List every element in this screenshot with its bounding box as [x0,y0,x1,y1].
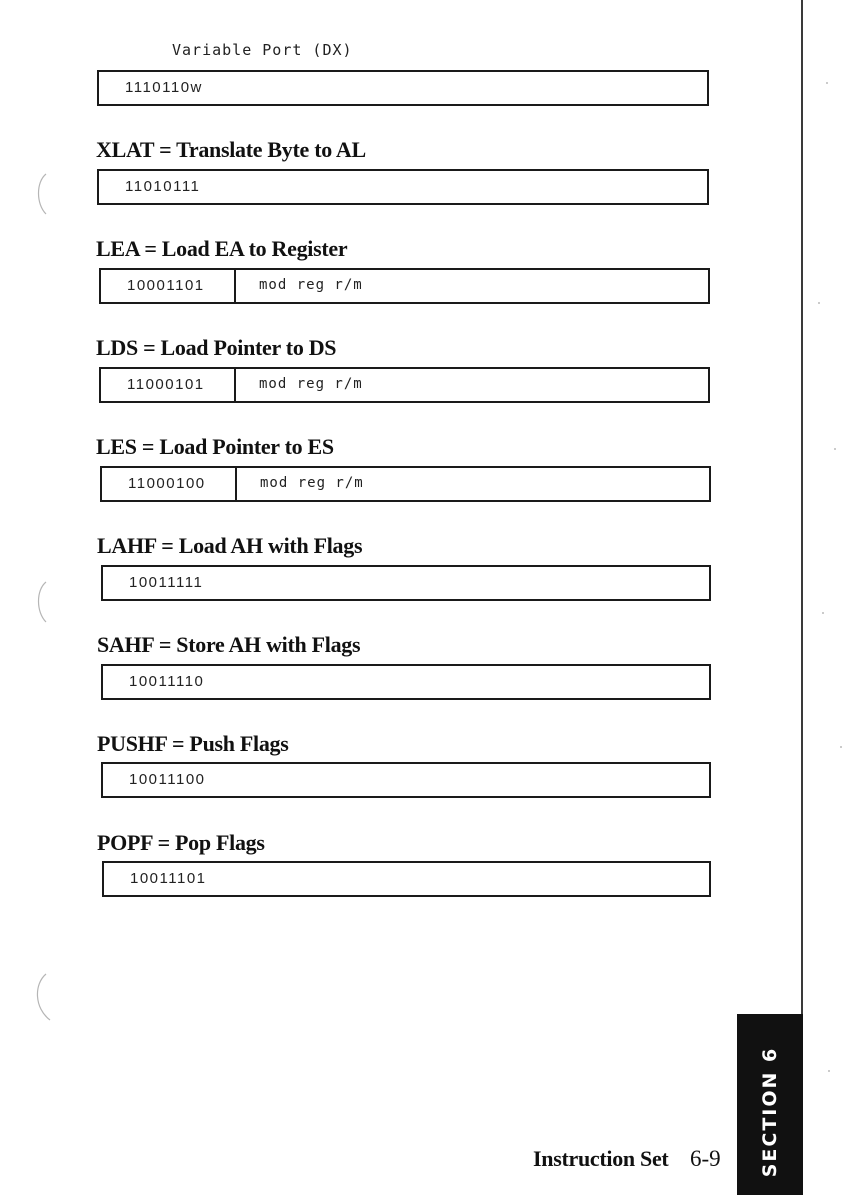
scan-speck [840,746,842,748]
opcode-box-lahf [101,565,711,601]
opcode-box-popf [102,861,711,897]
operand-field: mod reg r/m [259,376,363,392]
opcode-bits: 11010111 [125,178,201,195]
binder-hole-mark-icon [30,580,52,624]
scan-speck [826,82,828,84]
operand-field: mod reg r/m [260,475,364,491]
opcode-box-xlat [97,169,709,205]
instruction-heading-lds: LDS = Load Pointer to DS [96,335,337,360]
field-divider [235,466,237,502]
opcode-bits: 10001101 [127,277,205,294]
opcode-bits: 10011101 [130,870,207,887]
footer-title: Instruction Set [533,1146,669,1171]
page-number: 6-9 [690,1146,721,1171]
instruction-heading-xlat: XLAT = Translate Byte to AL [96,137,366,162]
opcode-box-pushf [101,762,711,798]
instruction-heading-sahf: SAHF = Store AH with Flags [97,632,361,657]
field-divider [234,367,236,403]
scan-speck [818,302,820,304]
instruction-heading-lahf: LAHF = Load AH with Flags [97,533,363,558]
opcode-bits: 10011110 [129,673,205,690]
opcode-box-les [100,466,711,502]
variable-port-opcode-box [97,70,709,106]
scan-speck [834,448,836,450]
scan-speck [828,1070,830,1072]
variable-port-label: Variable Port (DX) [172,41,353,59]
section-tab-label: SECTION 6 [759,1046,781,1178]
operand-field: mod reg r/m [259,277,363,293]
opcode-bits: 1110110w [125,79,203,96]
binder-hole-mark-icon [30,172,52,216]
opcode-bits: 11000101 [127,376,205,393]
field-divider [234,268,236,304]
opcode-box-sahf [101,664,711,700]
instruction-heading-popf: POPF = Pop Flags [97,830,265,855]
instruction-heading-lea: LEA = Load EA to Register [96,236,348,261]
opcode-bits: 10011111 [129,574,204,591]
opcode-bits: 11000100 [128,475,206,492]
opcode-box-lds [99,367,710,403]
opcode-box-lea [99,268,710,304]
scan-speck [822,612,824,614]
binder-hole-mark-icon [30,972,52,1022]
opcode-bits: 10011100 [129,771,206,788]
instruction-heading-pushf: PUSHF = Push Flags [97,731,289,756]
instruction-heading-les: LES = Load Pointer to ES [96,434,334,459]
